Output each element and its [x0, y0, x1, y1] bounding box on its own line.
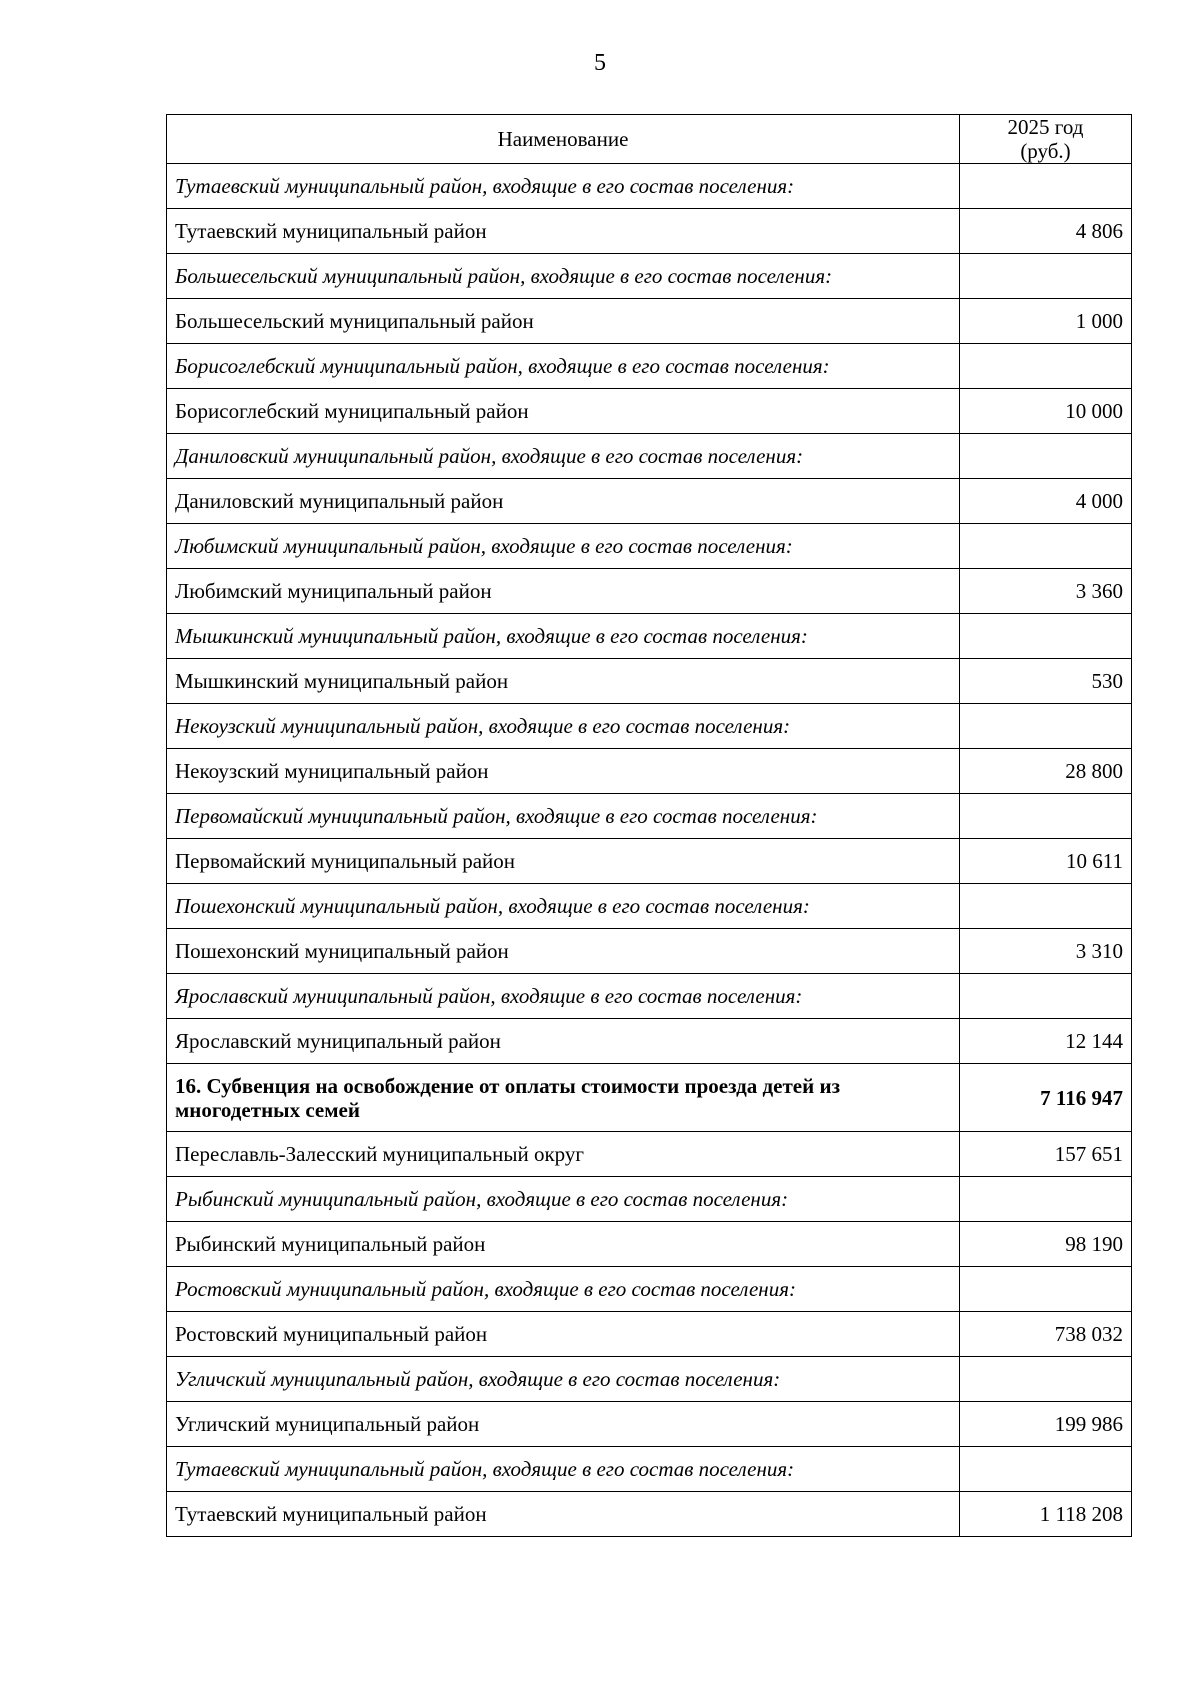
column-header-name: Наименование — [167, 115, 960, 164]
row-name: Некоузский муниципальный район, входящие в его состав поселения: — [167, 704, 960, 749]
table-row — [167, 839, 1132, 884]
table-row — [167, 479, 1132, 524]
row-amount: 530 — [960, 659, 1132, 704]
table-row — [167, 1312, 1132, 1357]
row-name: Первомайский муниципальный район — [167, 839, 960, 884]
section-row — [167, 1064, 1132, 1132]
row-amount — [960, 524, 1132, 569]
row-name: Тутаевский муниципальный район — [167, 209, 960, 254]
group-header-row — [167, 704, 1132, 749]
row-name: Тутаевский муниципальный район — [167, 1492, 960, 1537]
row-amount — [960, 1177, 1132, 1222]
group-header-row — [167, 614, 1132, 659]
row-name: Ярославский муниципальный район, входящие в его состав поселения: — [167, 974, 960, 1019]
row-name: Угличский муниципальный район — [167, 1402, 960, 1447]
row-name: Даниловский муниципальный район, входящие в его состав поселения: — [167, 434, 960, 479]
row-amount — [960, 974, 1132, 1019]
row-amount: 10 611 — [960, 839, 1132, 884]
row-name: Угличский муниципальный район, входящие в его состав поселения: — [167, 1357, 960, 1402]
group-header-row — [167, 1177, 1132, 1222]
row-amount — [960, 704, 1132, 749]
group-header-row — [167, 1357, 1132, 1402]
group-header-row — [167, 1267, 1132, 1312]
row-amount: 1 000 — [960, 299, 1132, 344]
table-row — [167, 659, 1132, 704]
row-name: Любимский муниципальный район, входящие в его состав поселения: — [167, 524, 960, 569]
row-name: Тутаевский муниципальный район, входящие в его состав поселения: — [167, 164, 960, 209]
row-amount: 4 806 — [960, 209, 1132, 254]
row-amount — [960, 1447, 1132, 1492]
row-amount: 3 360 — [960, 569, 1132, 614]
row-name: Даниловский муниципальный район — [167, 479, 960, 524]
group-header-row — [167, 1447, 1132, 1492]
row-amount: 4 000 — [960, 479, 1132, 524]
row-amount — [960, 614, 1132, 659]
table-row — [167, 1132, 1132, 1177]
table-row — [167, 209, 1132, 254]
row-amount: 199 986 — [960, 1402, 1132, 1447]
table-header-row — [167, 115, 1132, 164]
table-row — [167, 1222, 1132, 1267]
row-amount: 10 000 — [960, 389, 1132, 434]
row-amount: 738 032 — [960, 1312, 1132, 1357]
row-name: Первомайский муниципальный район, входящие в его состав поселения: — [167, 794, 960, 839]
row-amount — [960, 344, 1132, 389]
group-header-row — [167, 164, 1132, 209]
row-amount: 12 144 — [960, 1019, 1132, 1064]
table-row — [167, 1492, 1132, 1537]
group-header-row — [167, 344, 1132, 389]
table-row — [167, 569, 1132, 614]
row-amount — [960, 884, 1132, 929]
table-row — [167, 1402, 1132, 1447]
row-amount — [960, 434, 1132, 479]
row-name: Рыбинский муниципальный район, входящие в его состав поселения: — [167, 1177, 960, 1222]
row-name: Большесельский муниципальный район — [167, 299, 960, 344]
row-amount: 28 800 — [960, 749, 1132, 794]
table-row — [167, 1019, 1132, 1064]
table-row — [167, 929, 1132, 974]
page-number: 5 — [594, 50, 606, 76]
row-amount: 1 118 208 — [960, 1492, 1132, 1537]
row-name: Пошехонский муниципальный район, входящие в его состав поселения: — [167, 884, 960, 929]
row-amount — [960, 794, 1132, 839]
column-header-year-line1: 2025 год — [1007, 115, 1084, 139]
row-name: Мышкинский муниципальный район, входящие в его состав поселения: — [167, 614, 960, 659]
row-name: Ярославский муниципальный район — [167, 1019, 960, 1064]
row-name: Рыбинский муниципальный район — [167, 1222, 960, 1267]
table-body — [167, 164, 1132, 1537]
row-name: Пошехонский муниципальный район — [167, 929, 960, 974]
row-name: Мышкинский муниципальный район — [167, 659, 960, 704]
budget-table — [166, 114, 1132, 1537]
row-name: Борисоглебский муниципальный район, входящие в его состав поселения: — [167, 344, 960, 389]
row-name: Борисоглебский муниципальный район — [167, 389, 960, 434]
column-header-year-line2: (руб.) — [1020, 139, 1071, 163]
row-name: Тутаевский муниципальный район, входящие в его состав поселения: — [167, 1447, 960, 1492]
row-amount: 157 651 — [960, 1132, 1132, 1177]
row-amount — [960, 164, 1132, 209]
row-amount — [960, 1357, 1132, 1402]
row-name: Некоузский муниципальный район — [167, 749, 960, 794]
group-header-row — [167, 884, 1132, 929]
group-header-row — [167, 434, 1132, 479]
row-name: Любимский муниципальный район — [167, 569, 960, 614]
row-amount: 7 116 947 — [960, 1064, 1132, 1132]
row-name: Переславль-Залесский муниципальный округ — [167, 1132, 960, 1177]
row-name: 16. Субвенция на освобождение от оплаты стоимости проезда детей из многодетных семей — [167, 1064, 960, 1132]
row-name: Ростовский муниципальный район, входящие в его состав поселения: — [167, 1267, 960, 1312]
row-amount — [960, 254, 1132, 299]
row-amount: 98 190 — [960, 1222, 1132, 1267]
group-header-row — [167, 794, 1132, 839]
table-row — [167, 389, 1132, 434]
row-name: Большесельский муниципальный район, входящие в его состав поселения: — [167, 254, 960, 299]
table-row — [167, 299, 1132, 344]
row-amount — [960, 1267, 1132, 1312]
column-header-year — [960, 115, 1132, 164]
group-header-row — [167, 254, 1132, 299]
group-header-row — [167, 524, 1132, 569]
table-row — [167, 749, 1132, 794]
row-name: Ростовский муниципальный район — [167, 1312, 960, 1357]
row-amount: 3 310 — [960, 929, 1132, 974]
group-header-row — [167, 974, 1132, 1019]
